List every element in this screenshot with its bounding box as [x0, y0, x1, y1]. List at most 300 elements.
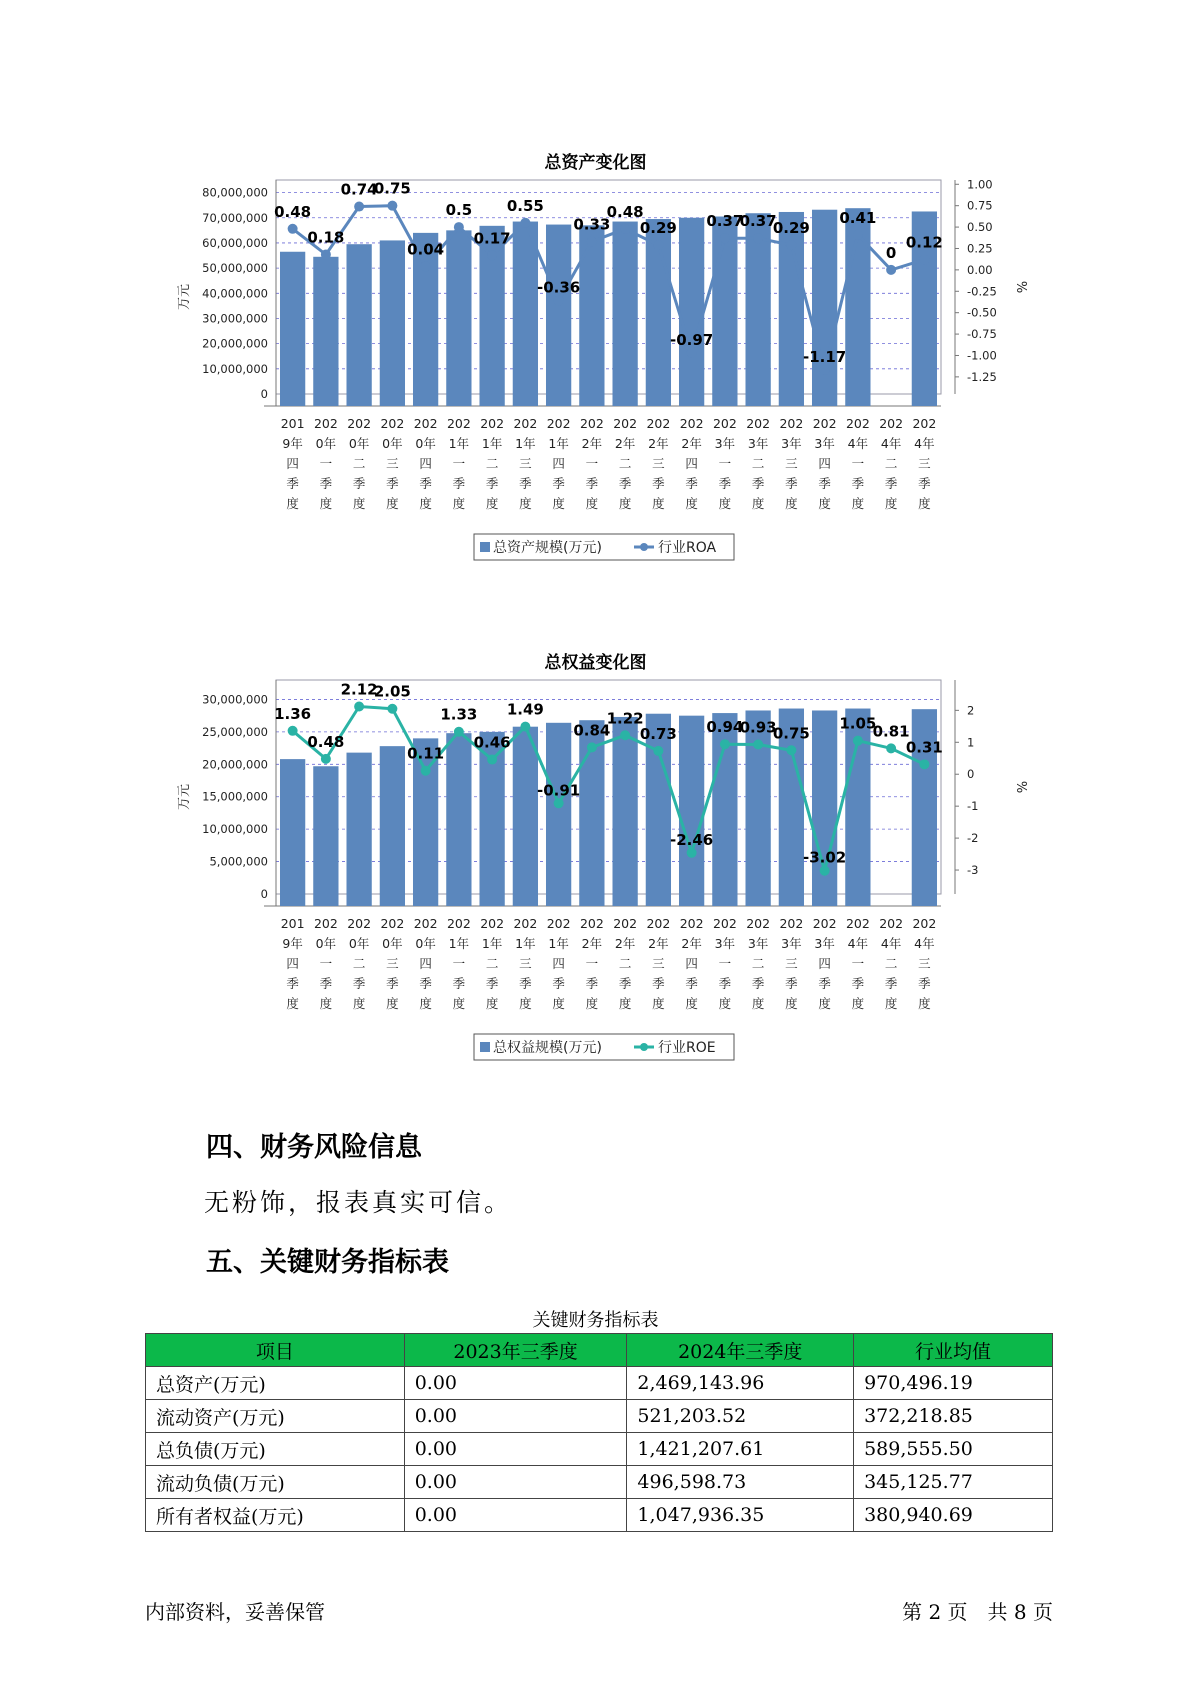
- x-tick-label: 202: [845, 916, 870, 931]
- x-tick-label: 一: [585, 956, 599, 971]
- x-tick-label: 202: [513, 916, 538, 931]
- x-tick-label: 度: [585, 496, 599, 511]
- x-tick-label: 季: [618, 976, 632, 991]
- x-tick-label: 202: [912, 916, 937, 931]
- data-label: -1.17: [803, 348, 847, 367]
- column-header: 项目: [146, 1334, 405, 1367]
- x-tick-label: 度: [884, 996, 898, 1011]
- x-tick-label: 202: [380, 916, 405, 931]
- x-tick-label: 度: [352, 996, 366, 1011]
- bar: [679, 716, 704, 906]
- y-tick-label: 5,000,000: [209, 854, 268, 869]
- table-cell: 1,421,207.61: [627, 1433, 854, 1466]
- x-tick-label: 202: [413, 416, 438, 431]
- bar: [612, 222, 637, 406]
- x-tick-label: 一: [452, 456, 466, 471]
- y2-tick-label: 0.75: [967, 198, 993, 213]
- x-tick-label: 季: [751, 476, 765, 491]
- data-label: 0.48: [606, 202, 644, 221]
- x-tick-label: 季: [818, 476, 831, 491]
- data-label: 0: [885, 243, 897, 262]
- x-tick-label: 0年: [382, 936, 403, 951]
- x-tick-label: 季: [685, 976, 698, 991]
- line-point: [919, 255, 929, 265]
- y-tick-label: 0: [260, 387, 268, 401]
- line-point: [853, 736, 863, 746]
- bar: [712, 217, 737, 406]
- bar: [446, 733, 471, 906]
- x-tick-label: 202: [746, 916, 771, 931]
- bar: [513, 222, 538, 406]
- bar: [380, 240, 405, 406]
- key-financial-indicators-table: [145, 1333, 1053, 1532]
- y-tick-label: 15,000,000: [202, 789, 268, 804]
- x-tick-label: 一: [319, 456, 333, 471]
- data-label: 0.48: [307, 732, 345, 751]
- x-tick-label: 三: [652, 456, 665, 471]
- x-tick-label: 度: [552, 996, 565, 1011]
- data-label: 0.74: [340, 180, 378, 199]
- x-tick-label: 0年: [415, 936, 436, 951]
- x-tick-label: 季: [785, 476, 798, 491]
- y-tick-label: 10,000,000: [202, 822, 268, 837]
- line-point: [354, 702, 364, 712]
- x-tick-label: 季: [419, 476, 432, 491]
- x-tick-label: 2年: [614, 436, 636, 451]
- x-tick-label: 度: [918, 996, 931, 1011]
- column-header: 行业均值: [854, 1334, 1053, 1367]
- y2-tick-label: -2: [967, 831, 979, 846]
- x-tick-label: 一: [851, 456, 865, 471]
- data-label: 1.22: [606, 709, 644, 728]
- x-tick-label: 三: [785, 456, 798, 471]
- x-tick-label: 度: [785, 996, 798, 1011]
- line-point: [454, 727, 464, 737]
- line-point: [720, 233, 730, 243]
- table-cell: 496,598.73: [627, 1466, 854, 1499]
- x-tick-label: 202: [313, 916, 338, 931]
- x-tick-label: 季: [585, 976, 599, 991]
- x-tick-label: 一: [718, 956, 732, 971]
- x-tick-label: 202: [579, 416, 604, 431]
- x-tick-label: 度: [485, 496, 499, 511]
- footer-confidential-note: 内部资料，妥善保管: [145, 1600, 325, 1624]
- x-tick-label: 度: [718, 996, 732, 1011]
- x-tick-label: 四: [419, 456, 432, 471]
- x-tick-label: 3年: [781, 436, 802, 451]
- data-label: 0.46: [473, 733, 511, 752]
- bar: [413, 738, 438, 906]
- x-tick-label: 202: [613, 416, 638, 431]
- line-point: [620, 224, 630, 234]
- x-tick-label: 202: [712, 416, 737, 431]
- y-tick-label: 30,000,000: [202, 311, 268, 326]
- x-tick-label: 度: [818, 996, 831, 1011]
- x-tick-label: 二: [618, 956, 632, 971]
- x-tick-label: 1年: [481, 936, 503, 951]
- x-tick-label: 度: [286, 996, 299, 1011]
- x-tick-label: 202: [579, 916, 604, 931]
- x-tick-label: 度: [884, 496, 898, 511]
- table-cell: 970,496.19: [854, 1367, 1053, 1400]
- bar: [513, 727, 538, 906]
- x-tick-label: 季: [485, 976, 499, 991]
- line-point: [786, 240, 796, 250]
- y-tick-label: 80,000,000: [202, 185, 268, 200]
- table-row: [146, 1466, 1053, 1499]
- line-point: [820, 866, 830, 876]
- x-tick-label: 季: [519, 476, 532, 491]
- data-label: 1.49: [506, 700, 544, 719]
- y2-tick-label: -0.50: [967, 305, 997, 320]
- x-tick-label: 202: [347, 916, 372, 931]
- section-heading-financial-risk: 四、财务风险信息: [206, 1132, 422, 1163]
- bar: [346, 244, 371, 406]
- line-point: [288, 726, 298, 736]
- x-tick-label: 二: [352, 456, 366, 471]
- x-tick-label: 季: [386, 476, 399, 491]
- x-tick-label: 四: [685, 956, 698, 971]
- x-tick-label: 202: [879, 916, 904, 931]
- x-tick-label: 度: [851, 996, 865, 1011]
- x-tick-label: 度: [918, 496, 931, 511]
- y-axis-label: 万元: [177, 283, 192, 311]
- x-tick-label: 二: [618, 456, 632, 471]
- x-tick-label: 202: [380, 416, 405, 431]
- x-tick-label: 9年: [282, 936, 303, 951]
- legend-line-marker: [640, 543, 648, 551]
- x-tick-label: 2年: [648, 936, 669, 951]
- y2-tick-label: -0.25: [967, 284, 997, 299]
- line-point: [653, 240, 663, 250]
- chart-title-assets: 总资产变化图: [544, 153, 647, 173]
- x-tick-label: 3年: [747, 436, 769, 451]
- data-label: 0.29: [772, 219, 810, 238]
- x-tick-label: 季: [851, 476, 865, 491]
- y2-tick-label: -1.25: [967, 369, 997, 384]
- y2-axis-label: %: [1013, 780, 1028, 794]
- x-tick-label: 季: [452, 476, 466, 491]
- x-tick-label: 三: [519, 956, 532, 971]
- data-label: 0.48: [274, 202, 312, 221]
- x-tick-label: 四: [818, 956, 831, 971]
- x-tick-label: 1年: [548, 936, 569, 951]
- financial-risk-text: 无粉饰，报表真实可信。: [204, 1188, 513, 1217]
- total-assets-chart: [0, 172, 1191, 612]
- x-tick-label: 季: [785, 976, 798, 991]
- x-tick-label: 季: [618, 476, 632, 491]
- x-tick-label: 度: [785, 496, 798, 511]
- x-tick-label: 季: [319, 476, 333, 491]
- x-tick-label: 4年: [914, 936, 935, 951]
- x-tick-label: 度: [419, 496, 432, 511]
- line-point: [321, 249, 331, 259]
- x-tick-label: 季: [519, 976, 532, 991]
- x-tick-label: 2年: [614, 936, 636, 951]
- line-point: [687, 848, 697, 858]
- legend-label: 总资产规模(万元): [493, 540, 602, 556]
- line-point: [288, 224, 298, 234]
- x-tick-label: 201: [280, 416, 305, 431]
- x-tick-label: 0年: [415, 436, 436, 451]
- x-tick-label: 0年: [348, 936, 370, 951]
- legend-bar-swatch: [480, 1042, 490, 1052]
- x-tick-label: 202: [779, 916, 804, 931]
- x-tick-label: 季: [286, 976, 299, 991]
- y2-tick-label: -3: [967, 863, 979, 878]
- x-tick-label: 度: [386, 496, 399, 511]
- x-tick-label: 度: [618, 996, 632, 1011]
- y2-tick-label: 0: [967, 767, 975, 782]
- x-tick-label: 3年: [714, 436, 736, 451]
- x-tick-label: 度: [452, 996, 466, 1011]
- table-cell: 2,469,143.96: [627, 1367, 854, 1400]
- x-tick-label: 4年: [880, 936, 902, 951]
- line-point: [587, 237, 597, 247]
- data-label: -0.91: [537, 781, 581, 800]
- line-point: [587, 742, 597, 752]
- line-point: [354, 202, 364, 212]
- x-tick-label: 二: [352, 956, 366, 971]
- x-tick-label: 0年: [315, 436, 337, 451]
- x-tick-label: 0年: [382, 436, 403, 451]
- x-tick-label: 4年: [914, 436, 935, 451]
- table-cell: 总负债(万元): [146, 1433, 405, 1466]
- y2-tick-label: 0.00: [967, 262, 993, 277]
- x-tick-label: 季: [585, 476, 599, 491]
- x-tick-label: 季: [851, 976, 865, 991]
- y2-tick-label: 1.00: [967, 177, 993, 192]
- data-label: 0.75: [772, 724, 810, 743]
- x-tick-label: 度: [685, 496, 698, 511]
- bar: [812, 210, 837, 406]
- x-tick-label: 季: [286, 476, 299, 491]
- data-label: 0.11: [407, 744, 445, 763]
- footer-page-number: 第 2 页 共 8 页: [902, 1600, 1053, 1624]
- x-tick-label: 四: [552, 456, 565, 471]
- table-cell: 0.00: [404, 1433, 627, 1466]
- line-point: [753, 740, 763, 750]
- x-tick-label: 度: [386, 996, 399, 1011]
- x-tick-label: 202: [912, 416, 937, 431]
- line-point: [820, 365, 830, 375]
- y2-axis-label: %: [1013, 280, 1028, 294]
- data-label: 0.17: [473, 229, 511, 248]
- x-tick-label: 202: [712, 916, 737, 931]
- y-tick-label: 50,000,000: [202, 261, 268, 276]
- x-tick-label: 3年: [814, 936, 835, 951]
- bar: [346, 753, 371, 906]
- x-tick-label: 度: [319, 496, 333, 511]
- x-tick-label: 一: [718, 456, 732, 471]
- x-tick-label: 202: [812, 416, 837, 431]
- x-tick-label: 1年: [515, 936, 536, 951]
- bar: [413, 233, 438, 406]
- x-tick-label: 1年: [481, 436, 503, 451]
- y-axis-label: 万元: [177, 783, 192, 811]
- x-tick-label: 202: [646, 916, 671, 931]
- x-tick-label: 3年: [714, 936, 736, 951]
- x-tick-label: 3年: [814, 436, 835, 451]
- line-point: [520, 218, 530, 228]
- data-label: 0.37: [706, 212, 744, 231]
- x-tick-label: 四: [286, 956, 299, 971]
- bar: [380, 746, 405, 906]
- table-header-row: [146, 1334, 1053, 1367]
- legend-bar-swatch: [480, 542, 490, 552]
- table-cell: 0.00: [404, 1367, 627, 1400]
- x-tick-label: 度: [718, 496, 732, 511]
- line-point: [487, 250, 497, 260]
- data-label: 0.5: [445, 201, 473, 220]
- data-label: 0.12: [905, 233, 943, 252]
- data-label: 0.75: [373, 179, 411, 198]
- y2-tick-label: 1: [967, 735, 975, 750]
- x-tick-label: 三: [785, 956, 798, 971]
- table-row: [146, 1499, 1053, 1532]
- x-tick-label: 度: [419, 996, 432, 1011]
- bar: [546, 723, 571, 906]
- line-point: [387, 201, 397, 211]
- x-tick-label: 二: [485, 956, 499, 971]
- x-tick-label: 一: [851, 956, 865, 971]
- x-tick-label: 度: [519, 496, 532, 511]
- x-tick-label: 202: [480, 416, 505, 431]
- y-tick-label: 60,000,000: [202, 235, 268, 250]
- x-tick-label: 0年: [315, 936, 337, 951]
- x-tick-label: 202: [313, 416, 338, 431]
- line-point: [554, 296, 564, 306]
- x-tick-label: 二: [884, 956, 898, 971]
- line-point: [886, 265, 896, 275]
- table-cell: 所有者权益(万元): [146, 1499, 405, 1532]
- table-cell: 0.00: [404, 1499, 627, 1532]
- x-tick-label: 202: [646, 416, 671, 431]
- x-tick-label: 202: [845, 416, 870, 431]
- x-tick-label: 度: [685, 996, 698, 1011]
- data-label: 0.73: [639, 724, 677, 743]
- line-point: [687, 348, 697, 358]
- x-tick-label: 度: [585, 996, 599, 1011]
- x-tick-label: 201: [280, 916, 305, 931]
- x-tick-label: 1年: [548, 436, 569, 451]
- line-point: [421, 766, 431, 776]
- x-tick-label: 季: [818, 976, 831, 991]
- line-point: [886, 743, 896, 753]
- x-tick-label: 季: [918, 976, 931, 991]
- data-label: 0.93: [739, 718, 777, 737]
- x-tick-label: 三: [386, 456, 399, 471]
- x-tick-label: 202: [779, 416, 804, 431]
- x-tick-label: 202: [812, 916, 837, 931]
- line-point: [520, 722, 530, 732]
- data-label: 0.81: [872, 722, 910, 741]
- x-tick-label: 4年: [847, 936, 869, 951]
- bar: [446, 230, 471, 406]
- x-tick-label: 季: [352, 976, 366, 991]
- y2-tick-label: -1: [967, 799, 979, 814]
- x-tick-label: 2年: [681, 436, 702, 451]
- x-tick-label: 四: [818, 456, 831, 471]
- x-tick-label: 202: [347, 416, 372, 431]
- x-tick-label: 0年: [348, 436, 370, 451]
- x-tick-label: 季: [552, 476, 565, 491]
- x-tick-label: 度: [286, 496, 299, 511]
- x-tick-label: 季: [685, 476, 698, 491]
- table-cell: 380,940.69: [854, 1499, 1053, 1532]
- data-label: 2.12: [340, 680, 378, 699]
- x-tick-label: 季: [918, 476, 931, 491]
- table-cell: 0.00: [404, 1400, 627, 1433]
- legend-line-marker: [640, 1043, 648, 1051]
- x-tick-label: 202: [446, 416, 471, 431]
- column-header: 2023年三季度: [404, 1334, 627, 1367]
- x-tick-label: 4年: [880, 436, 902, 451]
- data-label: 0.31: [905, 738, 943, 757]
- bar: [313, 766, 338, 906]
- x-tick-label: 202: [513, 416, 538, 431]
- x-tick-label: 202: [613, 916, 638, 931]
- x-tick-label: 季: [386, 976, 399, 991]
- data-label: 0.41: [839, 208, 877, 227]
- table-row: [146, 1433, 1053, 1466]
- table-cell: 0.00: [404, 1466, 627, 1499]
- line-point: [753, 233, 763, 243]
- legend-label: 总权益规模(万元): [493, 1040, 602, 1056]
- table-cell: 1,047,936.35: [627, 1499, 854, 1532]
- data-label: 0.94: [706, 718, 744, 737]
- x-tick-label: 度: [652, 996, 665, 1011]
- x-tick-label: 2年: [581, 936, 603, 951]
- x-tick-label: 度: [818, 496, 831, 511]
- data-label: -2.46: [670, 830, 714, 849]
- x-tick-label: 4年: [847, 436, 869, 451]
- bar: [280, 252, 305, 406]
- x-tick-label: 202: [446, 916, 471, 931]
- x-tick-label: 四: [286, 456, 299, 471]
- legend-label: 行业ROA: [658, 540, 717, 556]
- x-tick-label: 1年: [448, 436, 470, 451]
- x-tick-label: 一: [319, 956, 333, 971]
- data-label: 1.05: [839, 714, 877, 733]
- y-tick-label: 25,000,000: [202, 724, 268, 739]
- table-cell: 372,218.85: [854, 1400, 1053, 1433]
- x-tick-label: 1年: [448, 936, 470, 951]
- bar: [679, 218, 704, 406]
- table-cell: 589,555.50: [854, 1433, 1053, 1466]
- y-tick-label: 0: [260, 887, 268, 901]
- table-row: [146, 1367, 1053, 1400]
- x-tick-label: 度: [452, 496, 466, 511]
- x-tick-label: 二: [751, 456, 765, 471]
- x-tick-label: 季: [718, 476, 732, 491]
- y-tick-label: 40,000,000: [202, 286, 268, 301]
- x-tick-label: 度: [485, 996, 499, 1011]
- line-point: [454, 222, 464, 232]
- line-point: [321, 754, 331, 764]
- x-tick-label: 季: [884, 476, 898, 491]
- total-equity-chart: [0, 672, 1191, 1112]
- table-cell: 521,203.52: [627, 1400, 854, 1433]
- x-tick-label: 度: [851, 496, 865, 511]
- table-cell: 345,125.77: [854, 1466, 1053, 1499]
- x-tick-label: 1年: [515, 436, 536, 451]
- x-tick-label: 度: [652, 496, 665, 511]
- y2-tick-label: 0.25: [967, 241, 993, 256]
- y2-tick-label: 0.50: [967, 220, 993, 235]
- line-point: [720, 739, 730, 749]
- x-tick-label: 202: [679, 916, 704, 931]
